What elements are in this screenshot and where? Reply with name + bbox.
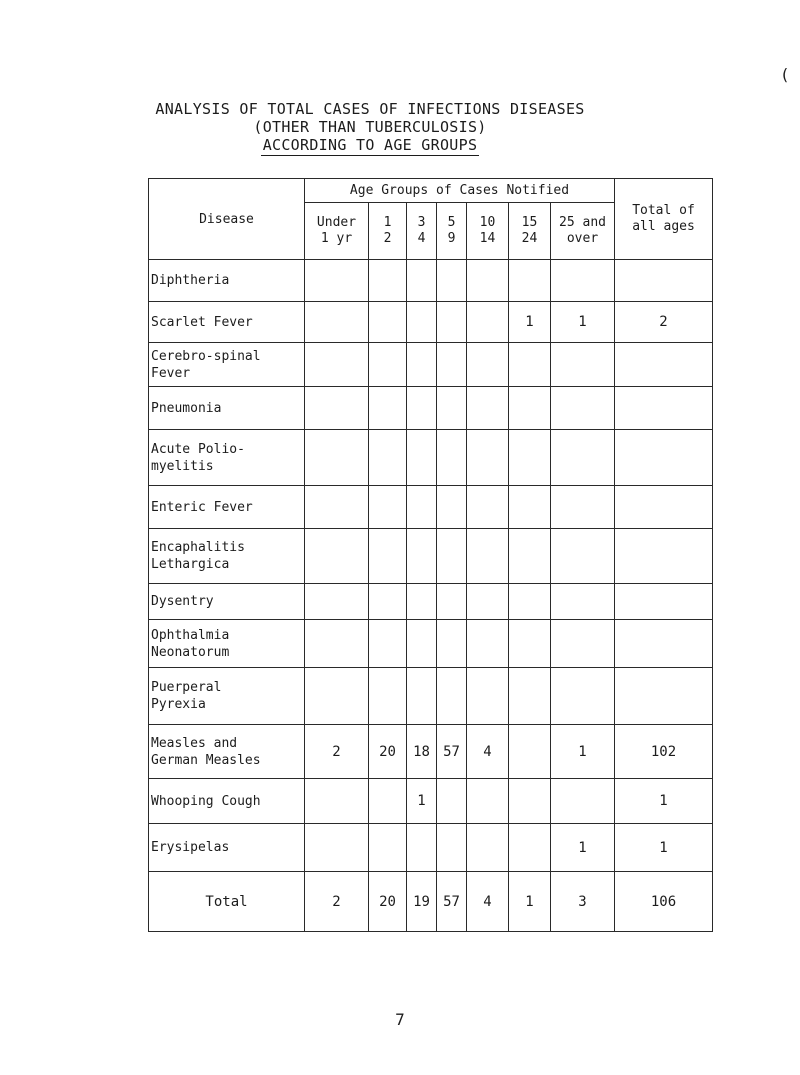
count-cell xyxy=(509,668,551,725)
age-column-header-line: 5 xyxy=(447,215,456,230)
age-column-header-line: 1 xyxy=(383,215,392,230)
age-column-header-line: 24 xyxy=(521,231,538,246)
age-column-header-line: 3 xyxy=(417,215,426,230)
age-column-header xyxy=(437,203,467,260)
count-cell xyxy=(509,529,551,584)
count-cell xyxy=(437,486,467,529)
count-cell: 18 xyxy=(407,725,437,779)
total-header-text: Total of all ages xyxy=(632,203,695,234)
age-column-header-line: 4 xyxy=(417,231,426,246)
disease-name xyxy=(149,824,305,872)
count-cell xyxy=(407,620,437,668)
count-cell xyxy=(467,584,509,620)
table-row xyxy=(149,260,713,302)
count-cell xyxy=(509,620,551,668)
count-cell: 1 xyxy=(551,302,615,343)
count-cell xyxy=(305,779,369,824)
disease-name-line: Whooping Cough xyxy=(151,793,261,809)
disease-name-line: Fever xyxy=(151,365,191,381)
disease-name-line: Pneumonia xyxy=(151,400,222,416)
count-cell xyxy=(305,260,369,302)
count-cell xyxy=(509,387,551,430)
count-cell xyxy=(407,302,437,343)
age-column-header xyxy=(467,203,509,260)
count-cell xyxy=(509,725,551,779)
count-cell xyxy=(369,486,407,529)
disease-name-line: Enteric Fever xyxy=(151,499,253,515)
disease-name-line: Pyrexia xyxy=(151,697,206,712)
disease-name xyxy=(149,725,305,779)
disease-name-line: myelitis xyxy=(151,458,214,474)
disease-name xyxy=(149,529,305,584)
count-cell xyxy=(369,302,407,343)
count-cell xyxy=(509,824,551,872)
disease-name xyxy=(149,343,305,387)
row-total-cell xyxy=(615,486,713,529)
count-cell: 2 xyxy=(305,725,369,779)
count-cell xyxy=(551,430,615,486)
count-cell xyxy=(437,430,467,486)
total-cell: 4 xyxy=(467,872,509,932)
disease-name xyxy=(149,260,305,302)
count-cell: 4 xyxy=(467,725,509,779)
count-cell xyxy=(437,668,467,725)
count-cell xyxy=(305,529,369,584)
count-cell xyxy=(305,343,369,387)
count-cell xyxy=(551,387,615,430)
title-line-3 xyxy=(0,136,770,154)
table-row xyxy=(149,343,713,387)
table-row xyxy=(149,824,713,872)
disease-name-line: Ophthalmia xyxy=(151,627,230,643)
count-cell xyxy=(437,343,467,387)
count-cell xyxy=(467,529,509,584)
disease-name xyxy=(149,668,305,725)
count-cell xyxy=(551,779,615,824)
title-line-3-text: ACCORDING TO AGE GROUPS xyxy=(262,136,478,154)
count-cell xyxy=(437,302,467,343)
title-line-1: ANALYSIS OF TOTAL CASES OF INFECTIONS DISEASES xyxy=(155,100,585,118)
total-row xyxy=(149,872,713,932)
disease-name-line: German Measles xyxy=(151,752,261,768)
total-label: Total xyxy=(149,872,305,932)
count-cell xyxy=(369,430,407,486)
count-cell xyxy=(407,260,437,302)
table-row xyxy=(149,486,713,529)
count-cell xyxy=(369,343,407,387)
row-total-cell: 1 xyxy=(615,779,713,824)
count-cell xyxy=(467,486,509,529)
total-header xyxy=(615,179,713,260)
table-row xyxy=(149,302,713,343)
disease-name-line: Diphtheria xyxy=(151,273,230,288)
row-total-cell: 1 xyxy=(615,824,713,872)
total-cell: 2 xyxy=(305,872,369,932)
disease-name xyxy=(149,486,305,529)
count-cell xyxy=(437,260,467,302)
count-cell xyxy=(369,620,407,668)
age-column-header-line: 9 xyxy=(447,231,456,246)
count-cell xyxy=(509,430,551,486)
total-cell: 19 xyxy=(407,872,437,932)
count-cell xyxy=(467,302,509,343)
count-cell xyxy=(407,430,437,486)
disease-name xyxy=(149,387,305,430)
disease-header: Disease xyxy=(149,179,305,260)
count-cell xyxy=(551,620,615,668)
disease-name xyxy=(149,302,305,343)
count-cell xyxy=(467,824,509,872)
count-cell xyxy=(437,387,467,430)
grand-total-cell: 106 xyxy=(615,872,713,932)
count-cell xyxy=(407,584,437,620)
table-row xyxy=(149,620,713,668)
age-column-header-line: 15 xyxy=(521,215,538,230)
count-cell xyxy=(407,668,437,725)
age-column-header xyxy=(369,203,407,260)
total-cell: 1 xyxy=(509,872,551,932)
count-cell xyxy=(407,486,437,529)
table-row xyxy=(149,779,713,824)
count-cell xyxy=(369,387,407,430)
row-total-cell xyxy=(615,668,713,725)
disease-name-line: Scarlet Fever xyxy=(151,314,253,330)
count-cell xyxy=(369,824,407,872)
count-cell xyxy=(369,668,407,725)
disease-name-line: Cerebro-spinal xyxy=(151,348,261,364)
disease-name-line: Dysentry xyxy=(151,594,214,609)
age-column-header-line: over xyxy=(566,231,599,246)
age-column-header-line: 1 yr xyxy=(320,231,353,246)
corner-mark: ( xyxy=(780,65,790,84)
count-cell xyxy=(467,668,509,725)
age-column-header-line: Under xyxy=(316,215,357,230)
age-column-header xyxy=(407,203,437,260)
count-cell xyxy=(305,430,369,486)
count-cell xyxy=(551,668,615,725)
disease-name xyxy=(149,430,305,486)
count-cell: 1 xyxy=(551,725,615,779)
count-cell xyxy=(369,529,407,584)
count-cell xyxy=(437,779,467,824)
count-cell xyxy=(305,387,369,430)
table-row xyxy=(149,430,713,486)
count-cell: 57 xyxy=(437,725,467,779)
row-total-cell xyxy=(615,620,713,668)
disease-name-line: Measles and xyxy=(151,735,238,751)
count-cell xyxy=(467,779,509,824)
total-cell: 57 xyxy=(437,872,467,932)
age-column-header-line: 14 xyxy=(479,231,496,246)
count-cell xyxy=(509,343,551,387)
age-column-header-line: 25 and xyxy=(559,215,606,230)
age-column-header xyxy=(509,203,551,260)
count-cell: 1 xyxy=(551,824,615,872)
count-cell xyxy=(369,260,407,302)
count-cell xyxy=(551,343,615,387)
count-cell xyxy=(437,584,467,620)
count-cell xyxy=(467,430,509,486)
count-cell xyxy=(509,260,551,302)
count-cell xyxy=(407,343,437,387)
count-cell xyxy=(407,529,437,584)
count-cell: 20 xyxy=(369,725,407,779)
count-cell xyxy=(305,620,369,668)
count-cell xyxy=(305,668,369,725)
row-total-cell: 102 xyxy=(615,725,713,779)
age-column-header-line: 10 xyxy=(479,215,496,230)
count-cell xyxy=(437,824,467,872)
disease-name-line: Lethargica xyxy=(151,557,230,572)
count-cell xyxy=(467,387,509,430)
count-cell xyxy=(509,779,551,824)
disease-name xyxy=(149,620,305,668)
count-cell xyxy=(509,486,551,529)
age-column-header xyxy=(551,203,615,260)
table-row xyxy=(149,668,713,725)
count-cell xyxy=(467,620,509,668)
count-cell: 1 xyxy=(509,302,551,343)
total-cell: 20 xyxy=(369,872,407,932)
count-cell xyxy=(509,584,551,620)
table-row xyxy=(149,725,713,779)
total-cell: 3 xyxy=(551,872,615,932)
age-groups-header: Age Groups of Cases Notified xyxy=(305,179,615,203)
table-row xyxy=(149,584,713,620)
count-cell xyxy=(437,529,467,584)
count-cell xyxy=(305,486,369,529)
age-column-header-line: 2 xyxy=(383,231,392,246)
count-cell xyxy=(467,260,509,302)
disease-age-table xyxy=(148,178,713,932)
count-cell xyxy=(407,387,437,430)
count-cell: 1 xyxy=(407,779,437,824)
count-cell xyxy=(551,584,615,620)
count-cell xyxy=(551,260,615,302)
count-cell xyxy=(551,529,615,584)
title-line-2: (OTHER THAN TUBERCULOSIS) xyxy=(253,118,487,136)
row-total-cell xyxy=(615,387,713,430)
count-cell xyxy=(407,824,437,872)
disease-name-line: Puerperal xyxy=(151,680,222,695)
row-total-cell: 2 xyxy=(615,302,713,343)
count-cell xyxy=(437,620,467,668)
count-cell xyxy=(369,779,407,824)
count-cell xyxy=(305,302,369,343)
count-cell xyxy=(551,486,615,529)
row-total-cell xyxy=(615,260,713,302)
row-total-cell xyxy=(615,343,713,387)
disease-name-line: Acute Polio- xyxy=(151,441,245,457)
row-total-cell xyxy=(615,584,713,620)
count-cell xyxy=(305,824,369,872)
table-row xyxy=(149,387,713,430)
age-column-header xyxy=(305,203,369,260)
disease-name xyxy=(149,779,305,824)
count-cell xyxy=(305,584,369,620)
count-cell xyxy=(467,343,509,387)
disease-name xyxy=(149,584,305,620)
count-cell xyxy=(369,584,407,620)
row-total-cell xyxy=(615,430,713,486)
disease-name-line: Encaphalitis xyxy=(151,540,245,555)
disease-name-line: Neonatorum xyxy=(151,644,230,660)
page-number: 7 xyxy=(395,1010,405,1029)
table-row xyxy=(149,529,713,584)
row-total-cell xyxy=(615,529,713,584)
disease-name-line: Erysipelas xyxy=(151,840,230,855)
